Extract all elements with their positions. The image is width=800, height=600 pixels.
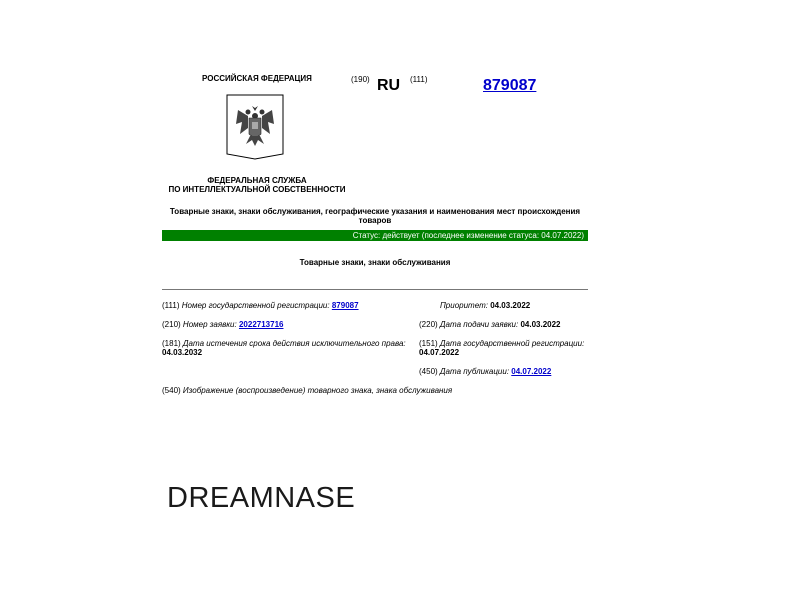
field-label: Дата публикации:	[439, 367, 510, 376]
document-title: Товарные знаки, знаки обслуживания, географические указания и наименования мест происхождения товаров	[169, 207, 581, 225]
field-filing-date	[419, 320, 561, 329]
agency-name	[162, 176, 352, 194]
status-bar	[162, 230, 588, 241]
expiry-date-value: 04.03.2032	[162, 348, 203, 357]
filing-date-value: 04.03.2022	[520, 320, 561, 329]
field-code: (220)	[419, 320, 438, 329]
field-application-number	[162, 320, 283, 329]
field-reg-number	[162, 301, 359, 310]
field-publication-date	[419, 367, 551, 376]
agency-line-1: ФЕДЕРАЛЬНАЯ СЛУЖБА	[207, 176, 307, 185]
field-priority	[440, 301, 530, 310]
field-code: (111)	[162, 301, 180, 310]
field-code: (151)	[419, 339, 438, 348]
status-text: Статус: действует (последнее изменение статуса: 04.07.2022)	[352, 231, 584, 240]
field-code: (450)	[419, 367, 438, 376]
section-title: Товарные знаки, знаки обслуживания	[299, 258, 451, 267]
field-label: Номер заявки:	[182, 320, 237, 329]
field-label: Номер государственной регистрации:	[181, 301, 330, 310]
priority-value: 04.03.2022	[490, 301, 531, 310]
field-code: (540)	[162, 386, 181, 395]
field-registration-date	[419, 339, 584, 348]
registration-number-link[interactable]: 879087	[483, 77, 537, 94]
registration-date-value: 04.07.2022	[419, 348, 460, 357]
field-label: Приоритет:	[440, 301, 488, 310]
country-code: RU	[377, 77, 401, 94]
code-111: (111)	[410, 75, 428, 84]
reg-number-link[interactable]: 879087	[331, 301, 359, 310]
field-code: (181)	[162, 339, 181, 348]
country-name: РОССИЙСКАЯ ФЕДЕРАЦИЯ	[202, 74, 312, 83]
application-number-link[interactable]: 2022713716	[238, 320, 284, 329]
field-label: Изображение (воспроизведение) товарного знака, знака обслуживания	[182, 386, 453, 395]
field-label: Дата подачи заявки:	[439, 320, 519, 329]
field-label: Дата истечения срока действия исключительного права:	[182, 339, 406, 348]
field-expiry-date	[162, 339, 406, 348]
double-headed-eagle-icon	[226, 94, 284, 160]
field-code: (210)	[162, 320, 181, 329]
publication-date-link[interactable]: 04.07.2022	[511, 367, 552, 376]
trademark-image-text: DREAMNASE	[167, 482, 356, 514]
field-label: Дата государственной регистрации:	[439, 339, 585, 348]
divider	[162, 289, 588, 290]
code-190: (190)	[351, 75, 370, 84]
agency-line-2: ПО ИНТЕЛЛЕКТУАЛЬНОЙ СОБСТВЕННОСТИ	[168, 185, 346, 194]
field-image	[162, 386, 452, 395]
